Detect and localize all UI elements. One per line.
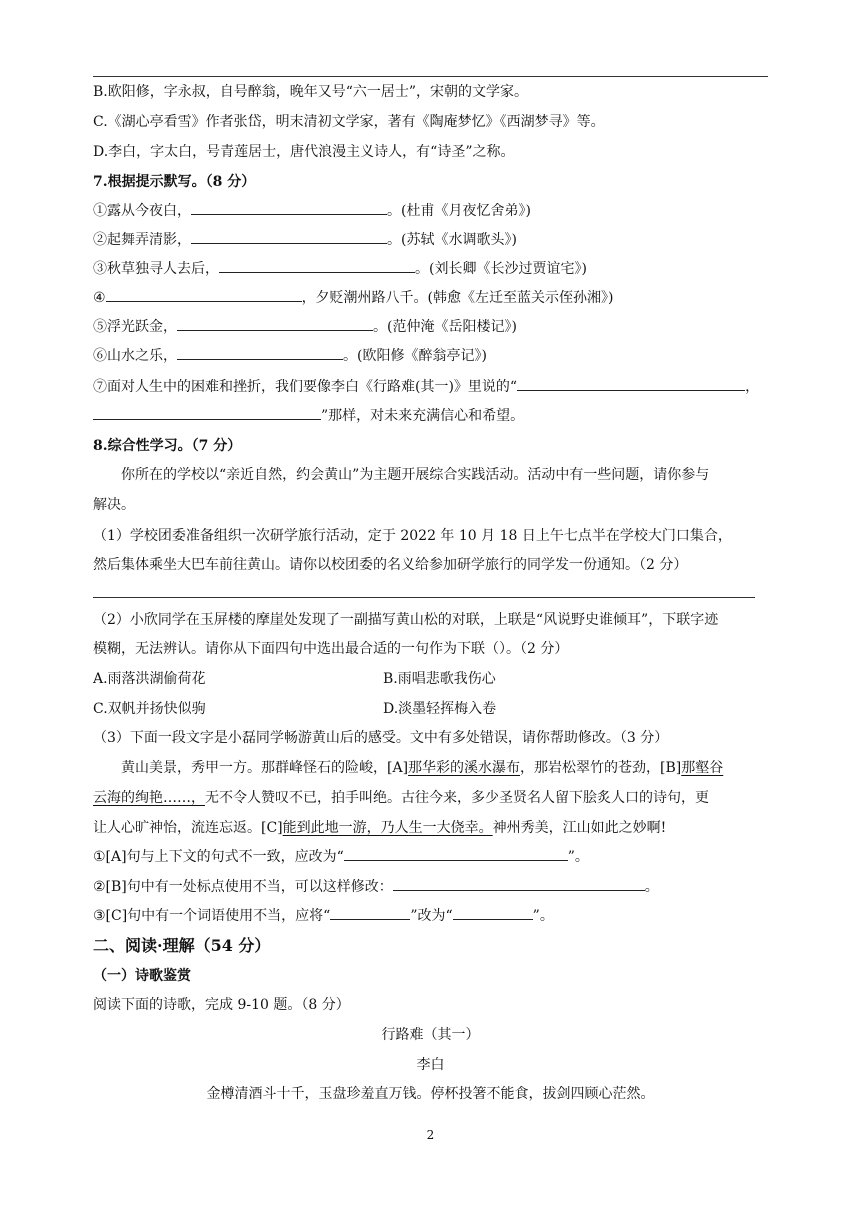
- poem-line-1: 金樽清酒斗十千，玉盘珍羞直万钱。停杯投箸不能食，拔剑四顾心茫然。: [206, 1086, 655, 1102]
- q7-4-blank[interactable]: [106, 301, 302, 302]
- q7-7-suffix: ”那样，对未来充满信心和希望。: [321, 408, 525, 424]
- passage-sentence-b-start: 那壑谷: [681, 760, 724, 776]
- section-2-heading: 二、阅读·理解（54 分）: [93, 936, 271, 955]
- passage-3a: 让人心旷神怡，流连忘返。[C]: [93, 820, 283, 836]
- q8-intro-line-2: 解决。: [93, 497, 135, 513]
- q8-part-3: （3）下面一段文字是小磊同学畅游黄山后的感受。文中有多处错误，请你帮助修改。（3 分）: [93, 730, 669, 746]
- q7-item-2: [93, 230, 517, 250]
- q8-intro-line-1: 你所在的学校以“亲近自然，约会黄山”为主题开展综合实践活动。活动中有一些问题，请你参与: [121, 467, 710, 483]
- fix-1-suffix: ”。: [567, 849, 589, 865]
- passage-1a: 黄山美景，秀甲一方。那群峰怪石的险峻，[A]: [121, 760, 409, 776]
- passage-1c: ，那岩松翠竹的苍劲，[B]: [520, 760, 682, 776]
- fix-3-suffix: ”。: [532, 908, 554, 924]
- q7-7-blank-1[interactable]: [517, 390, 745, 391]
- q7-3-prefix: ③秋草独寻人去后，: [93, 261, 219, 277]
- q7-1-blank[interactable]: [191, 214, 387, 215]
- fix-item-2: [93, 877, 659, 897]
- q8-part-1-line-2: 然后集体乘坐大巴车前往黄山。请你以校团委的名义给参加研学旅行的同学发一份通知。（2 分）: [93, 557, 688, 573]
- option-d-q6: D.李白，字太白，号青莲居士，唐代浪漫主义诗人，有“诗圣”之称。: [93, 144, 515, 160]
- q7-7-prefix: ⑦面对人生中的困难和挫折，我们要像李白《行路难(其一)》里说的“: [93, 379, 518, 395]
- fix-2-suffix: 。: [644, 879, 659, 895]
- q7-5-prefix: ⑤浮光跃金，: [93, 319, 177, 335]
- q7-5-suffix: 。(范仲淹《岳阳楼记》): [373, 319, 517, 335]
- q7-item-1: [93, 201, 531, 221]
- q7-4-suffix: ，夕贬潮州路八千。(韩愈《左迁至蓝关示侄孙湘》): [301, 290, 614, 306]
- q7-item-7: [93, 377, 759, 397]
- q7-item-7-cont: [93, 406, 524, 426]
- fix-3-mid: ”改为“: [410, 908, 453, 924]
- q7-3-suffix: 。(刘长卿《长沙过贾谊宅》): [415, 261, 587, 277]
- fix-3-prefix: ③[C]句中有一个词语使用不当，应将“: [93, 908, 331, 924]
- q7-item-5: [93, 317, 517, 337]
- q7-1-suffix: 。(杜甫《月夜忆舍弟》): [387, 203, 531, 219]
- passage-sentence-a: 那华彩的溪水瀑布: [408, 760, 521, 776]
- reading-instruction: 阅读下面的诗歌，完成 9-10 题。（8 分）: [93, 997, 350, 1013]
- q7-5-blank[interactable]: [177, 330, 373, 331]
- fix-item-3: [93, 906, 554, 926]
- option-d-q8: D.淡墨轻挥梅入卷: [383, 701, 497, 717]
- q7-1-prefix: ①露从今夜白，: [93, 203, 191, 219]
- passage-line-3: [93, 818, 666, 838]
- q7-item-6: [93, 346, 487, 366]
- fix-2-prefix: ②[B]句中有一处标点使用不当，可以这样修改：: [93, 879, 393, 895]
- question-8-heading: 8.综合性学习。（7 分）: [93, 438, 242, 454]
- q7-4-prefix: ④: [93, 290, 106, 306]
- q7-2-suffix: 。(苏轼《水调歌头》): [387, 232, 517, 248]
- q8-answer-line[interactable]: [93, 597, 755, 598]
- q7-6-prefix: ⑥山水之乐，: [93, 348, 177, 364]
- fix-1-blank[interactable]: [344, 860, 568, 861]
- subsection-heading: （一）诗歌鉴赏: [93, 968, 191, 984]
- poem-title: 行路难（其一）: [381, 1027, 480, 1043]
- fix-3-blank-1[interactable]: [330, 919, 410, 920]
- q7-2-prefix: ②起舞弄清影，: [93, 232, 191, 248]
- fix-3-blank-2[interactable]: [453, 919, 533, 920]
- q8-part-2-line-1: （2）小欣同学在玉屏楼的摩崖处发现了一副描写黄山松的对联，上联是“风说野史谁倾耳”，下联字迹: [93, 612, 719, 628]
- fix-1-prefix: ①[A]句与上下文的句式不一致，应改为“: [93, 849, 344, 865]
- q7-6-blank[interactable]: [177, 359, 343, 360]
- passage-2b: 无不令人赞叹不已，拍手叫绝。古往今来，多少圣贤名人留下脍炙人口的诗句，更: [205, 790, 709, 806]
- top-rule: [93, 76, 768, 77]
- q7-7-blank-2[interactable]: [93, 419, 321, 420]
- passage-sentence-b-end: 云海的绚艳……，: [93, 790, 205, 806]
- option-c-q8: C.双帆并扬快似驹: [93, 701, 206, 717]
- q7-3-blank[interactable]: [219, 272, 415, 273]
- passage-sentence-c: 能到此地一游，乃人生一大侥幸。: [282, 820, 493, 836]
- option-b-q6: B.欧阳修，字永叔，自号醉翁，晚年又号“六一居士”，宋朝的文学家。: [93, 84, 529, 100]
- q8-part-1-line-1: （1）学校团委准备组织一次研学旅行活动，定于 2022 年 10 月 18 日上午七点半在学校大门口集合，: [93, 528, 732, 544]
- q7-item-3: [93, 259, 587, 279]
- fix-2-blank[interactable]: [393, 890, 645, 891]
- q7-item-4: [93, 288, 614, 308]
- q7-7-comma: ，: [745, 379, 760, 395]
- passage-3c: 神州秀美，江山如此之妙啊!: [492, 820, 667, 836]
- option-c-q6: C.《湖心亭看雪》作者张岱，明末清初文学家，著有《陶庵梦忆》《西湖梦寻》等。: [93, 114, 605, 130]
- q8-part-2-line-2: 模糊，无法辨认。请你从下面四句中选出最合适的一句作为下联（）。（2 分）: [93, 641, 569, 657]
- page-number: 2: [426, 1128, 435, 1142]
- option-b-q8: B.雨唱悲歌我伤心: [383, 671, 496, 687]
- q7-6-suffix: 。(欧阳修《醉翁亭记》): [343, 348, 487, 364]
- passage-line-1: [121, 758, 723, 778]
- q7-2-blank[interactable]: [191, 243, 387, 244]
- question-7-heading: 7.根据提示默写。（8 分）: [93, 174, 256, 190]
- option-a-q8: A.雨落洪湖偷荷花: [93, 671, 206, 687]
- poem-author: 李白: [416, 1057, 445, 1073]
- fix-item-1: [93, 847, 589, 867]
- passage-line-2: [93, 788, 709, 808]
